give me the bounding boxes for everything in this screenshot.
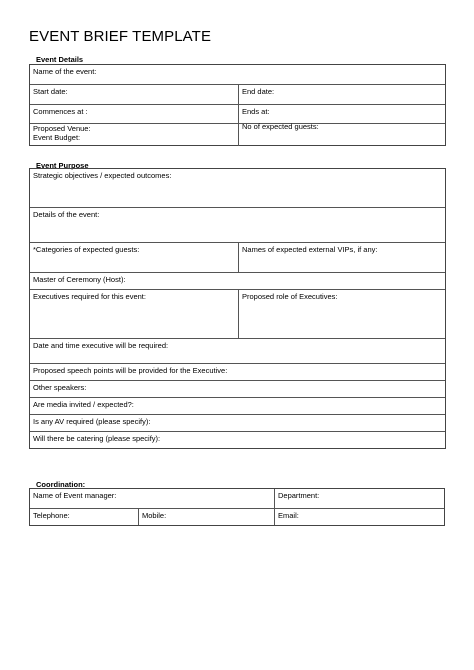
vip-names-field[interactable]: Names of expected external VIPs, if any: xyxy=(238,243,445,272)
event-purpose-heading: Event Purpose xyxy=(36,161,89,170)
row-speakers xyxy=(30,380,445,397)
row-media xyxy=(30,397,445,414)
start-date-field[interactable]: Start date: xyxy=(33,87,68,96)
row-guests xyxy=(30,242,445,272)
row-catering xyxy=(30,431,445,448)
row-event-name xyxy=(30,65,445,84)
venue-field[interactable]: Proposed Venue: xyxy=(33,124,91,133)
catering-field[interactable]: Will there be catering (please specify): xyxy=(33,434,161,443)
end-date-field[interactable]: End date: xyxy=(238,85,445,104)
event-name-field[interactable]: Name of the event: xyxy=(33,67,97,76)
budget-field[interactable]: Event Budget: xyxy=(33,133,81,142)
row-mc xyxy=(30,272,445,289)
row-contact xyxy=(30,508,444,525)
page-title: EVENT BRIEF TEMPLATE xyxy=(29,28,212,45)
speech-points-field[interactable]: Proposed speech points will be provided for the Executive: xyxy=(33,366,228,375)
executive-datetime-field[interactable]: Date and time executive will be required: xyxy=(33,341,169,350)
row-datetime xyxy=(30,338,445,363)
row-manager xyxy=(30,489,444,508)
coordination-table xyxy=(29,488,445,526)
details-field[interactable]: Details of the event: xyxy=(33,210,100,219)
department-field[interactable]: Department: xyxy=(274,489,444,508)
av-field[interactable]: Is any AV required (please specify): xyxy=(33,417,151,426)
ends-field[interactable]: Ends at: xyxy=(238,105,445,123)
commences-field[interactable]: Commences at : xyxy=(33,107,88,116)
mobile-field[interactable]: Mobile: xyxy=(138,509,274,525)
telephone-field[interactable]: Telephone: xyxy=(33,511,70,520)
row-objectives xyxy=(30,169,445,207)
row-av xyxy=(30,414,445,431)
guest-categories-field[interactable]: *Categories of expected guests: xyxy=(33,245,140,254)
email-field[interactable]: Email: xyxy=(274,509,444,525)
other-speakers-field[interactable]: Other speakers: xyxy=(33,383,87,392)
row-times xyxy=(30,104,445,123)
event-details-heading: Event Details xyxy=(36,55,84,64)
objectives-field[interactable]: Strategic objectives / expected outcomes: xyxy=(33,171,172,180)
expected-guests-field[interactable]: No of expected guests: xyxy=(238,123,445,146)
master-of-ceremony-field[interactable]: Master of Ceremony (Host): xyxy=(33,275,126,284)
executives-field[interactable]: Executives required for this event: xyxy=(33,292,146,301)
media-field[interactable]: Are media invited / expected?: xyxy=(33,400,134,409)
coordination-heading: Coordination: xyxy=(36,480,86,489)
row-dates xyxy=(30,84,445,104)
row-event-details xyxy=(30,207,445,242)
row-executives xyxy=(30,289,445,338)
executive-role-field[interactable]: Proposed role of Executives: xyxy=(238,290,445,338)
event-manager-field[interactable]: Name of Event manager: xyxy=(33,491,117,500)
row-speech xyxy=(30,363,445,380)
event-details-table xyxy=(29,64,446,146)
event-purpose-table xyxy=(29,168,446,449)
